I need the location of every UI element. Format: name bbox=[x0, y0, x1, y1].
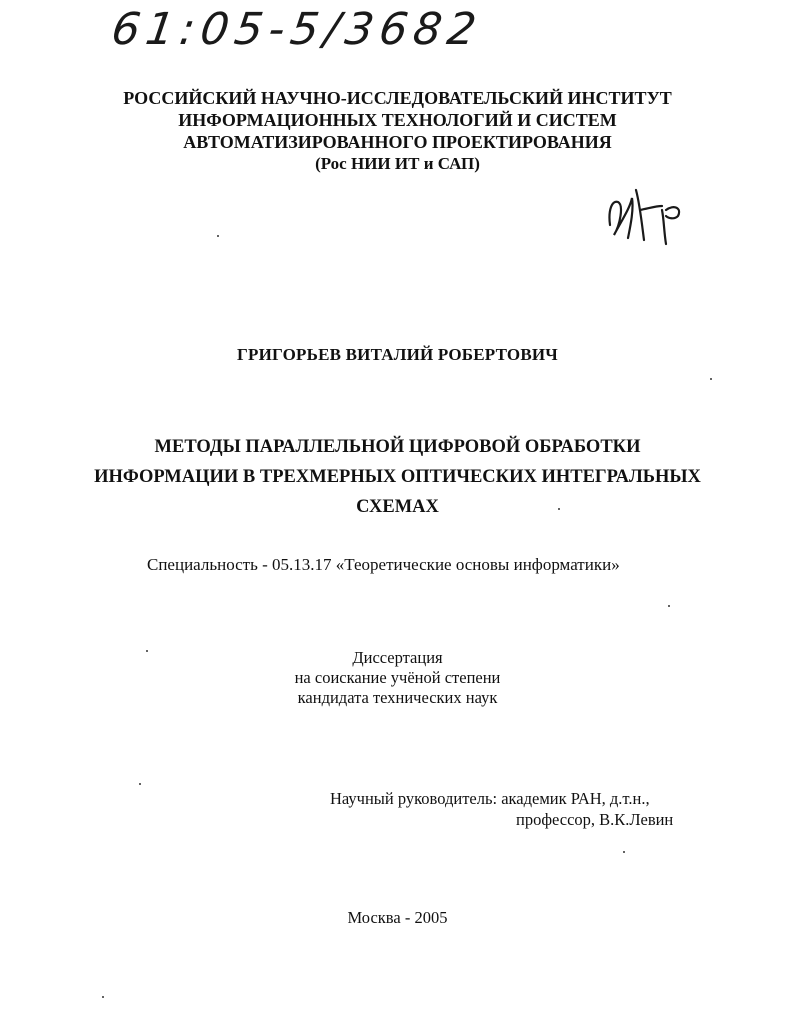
specialty: Специальность - 05.13.17 «Теоретические основы информатики» bbox=[147, 555, 620, 574]
advisor-line-1: Научный руководитель: академик РАН, д.т.н., bbox=[330, 789, 650, 808]
degree-line-2: на соискание учёной степени bbox=[294, 668, 501, 687]
institute-line-1: РОССИЙСКИЙ НАУЧНО-ИССЛЕДОВАТЕЛЬСКИЙ ИНСТИТУТ bbox=[123, 88, 672, 108]
scan-speck bbox=[217, 235, 219, 237]
institute-line-3: АВТОМАТИЗИРОВАННОГО ПРОЕКТИРОВАНИЯ bbox=[183, 132, 612, 152]
institute-abbreviation: (Рос НИИ ИТ и САП) bbox=[315, 154, 480, 173]
handwritten-archive-number: 61:05-5/3682 bbox=[108, 4, 486, 55]
institute-line-2: ИНФОРМАЦИОННЫХ ТЕХНОЛОГИЙ И СИСТЕМ bbox=[178, 110, 617, 130]
degree-line-3: кандидата технических наук bbox=[297, 688, 498, 707]
city-year: Москва - 2005 bbox=[347, 908, 448, 927]
scan-speck bbox=[623, 851, 625, 853]
title-line-3: СХЕМАХ bbox=[356, 497, 439, 517]
dissertation-title bbox=[0, 432, 795, 522]
scan-speck bbox=[102, 996, 104, 998]
handwritten-signature bbox=[600, 180, 690, 250]
institute-name bbox=[0, 87, 795, 175]
degree-statement bbox=[0, 648, 795, 708]
scan-speck bbox=[710, 378, 712, 380]
scan-speck bbox=[139, 783, 141, 785]
scan-speck bbox=[668, 605, 670, 607]
advisor-line-2: профессор, В.К.Левин bbox=[516, 810, 674, 829]
scan-speck bbox=[558, 508, 560, 510]
title-line-1: МЕТОДЫ ПАРАЛЛЕЛЬНОЙ ЦИФРОВОЙ ОБРАБОТКИ bbox=[154, 437, 641, 457]
title-line-2: ИНФОРМАЦИИ В ТРЕХМЕРНЫХ ОПТИЧЕСКИХ ИНТЕГРАЛЬНЫХ bbox=[94, 467, 701, 487]
author-name: ГРИГОРЬЕВ ВИТАЛИЙ РОБЕРТОВИЧ bbox=[237, 345, 558, 364]
scan-speck bbox=[146, 650, 148, 652]
degree-line-1: Диссертация bbox=[352, 648, 443, 667]
